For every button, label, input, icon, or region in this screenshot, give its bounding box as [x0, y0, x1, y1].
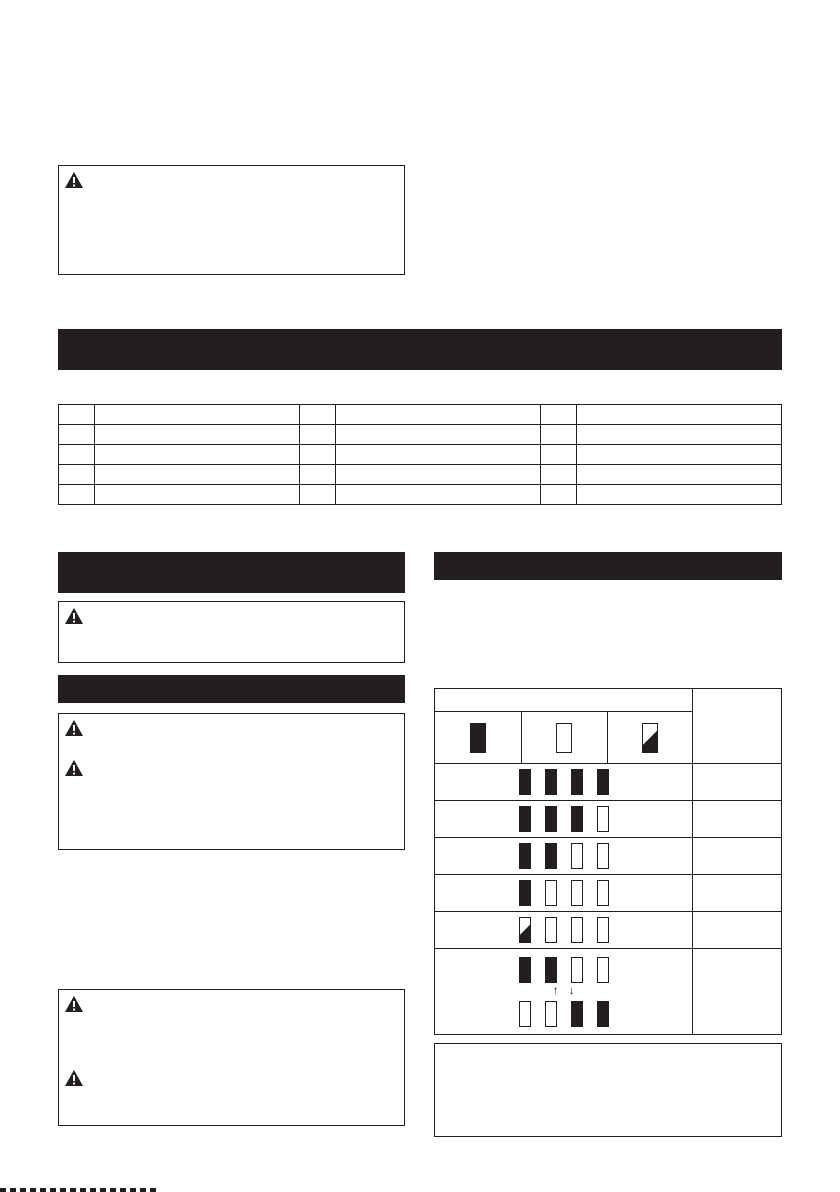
indicator-state-row [435, 838, 782, 875]
warning-triangle-icon [65, 172, 83, 188]
indicator-state-row [435, 875, 782, 912]
indicator-header-row [435, 689, 782, 712]
lamp-on-icon [571, 769, 583, 795]
lamp-off-icon [545, 880, 557, 906]
indicator-state-row [435, 912, 782, 949]
lamp-off-icon [571, 917, 583, 943]
battery-indicator-table [434, 688, 782, 1035]
lamp-off-icon [571, 957, 583, 983]
lamp-on-icon [519, 806, 531, 832]
indicator-state-row [435, 801, 782, 838]
lamp-off-icon [556, 723, 572, 753]
lamp-off-icon [545, 917, 557, 943]
table-row [59, 425, 782, 445]
warning-box-top [58, 165, 405, 275]
lamp-off-icon [597, 880, 609, 906]
lamp-off-icon [597, 806, 609, 832]
lamp-off-icon [597, 957, 609, 983]
lamp-off-icon [571, 843, 583, 869]
warning-triangle-icon [65, 608, 83, 624]
table-row [59, 405, 782, 425]
warning-triangle-icon [65, 996, 83, 1012]
note-box [434, 1043, 782, 1137]
warning-triangle-icon [65, 1070, 83, 1086]
lamp-group [435, 838, 693, 875]
warning-triangle-icon [65, 760, 83, 776]
lamp-group [435, 1001, 692, 1027]
lamp-off-icon [519, 1001, 531, 1027]
lamp-on-icon [519, 843, 531, 869]
lamp-on-icon [571, 1001, 583, 1027]
lamp-off-icon [597, 843, 609, 869]
lamp-off-icon [597, 917, 609, 943]
lamp-group [435, 801, 693, 838]
lamp-on-icon [571, 806, 583, 832]
warning-box-left-3 [58, 989, 405, 1126]
warning-triangle-icon [65, 720, 83, 736]
lamp-group [435, 764, 693, 801]
parts-table [58, 404, 782, 505]
lamp-off-icon [571, 880, 583, 906]
lamp-on-icon [519, 880, 531, 906]
left-section-header-bar [58, 552, 405, 593]
lamp-on-icon [545, 769, 557, 795]
lamp-group [435, 957, 692, 983]
lamp-on-icon [519, 769, 531, 795]
lamp-group [435, 912, 693, 949]
right-section-header-bar [434, 552, 782, 580]
lamp-group [435, 875, 693, 912]
lamp-blinking-icon [519, 917, 531, 943]
lamp-blinking-icon [642, 723, 658, 753]
section-header-bar [58, 329, 782, 370]
footer-dashed-line [0, 1188, 160, 1192]
alternate-arrows [435, 983, 692, 1001]
indicator-state-row [435, 764, 782, 801]
arrow-up-icon: ↑ [552, 982, 559, 997]
lamp-on-icon [597, 769, 609, 795]
lamp-on-icon [470, 723, 486, 753]
lamp-off-icon [545, 1001, 557, 1027]
alternating-lamp-group [435, 949, 693, 1035]
warning-box-left-1 [58, 601, 405, 663]
lamp-on-icon [545, 957, 557, 983]
table-row [59, 465, 782, 485]
indicator-state-row [435, 949, 782, 1035]
lamp-on-icon [545, 843, 557, 869]
warning-box-left-2 [58, 713, 405, 850]
table-row [59, 485, 782, 505]
lamp-on-icon [545, 806, 557, 832]
left-subsection-header-bar [58, 675, 405, 703]
lamp-on-icon [519, 957, 531, 983]
lamp-on-icon [597, 1001, 609, 1027]
table-row [59, 445, 782, 465]
arrow-down-icon: ↓ [568, 982, 575, 997]
